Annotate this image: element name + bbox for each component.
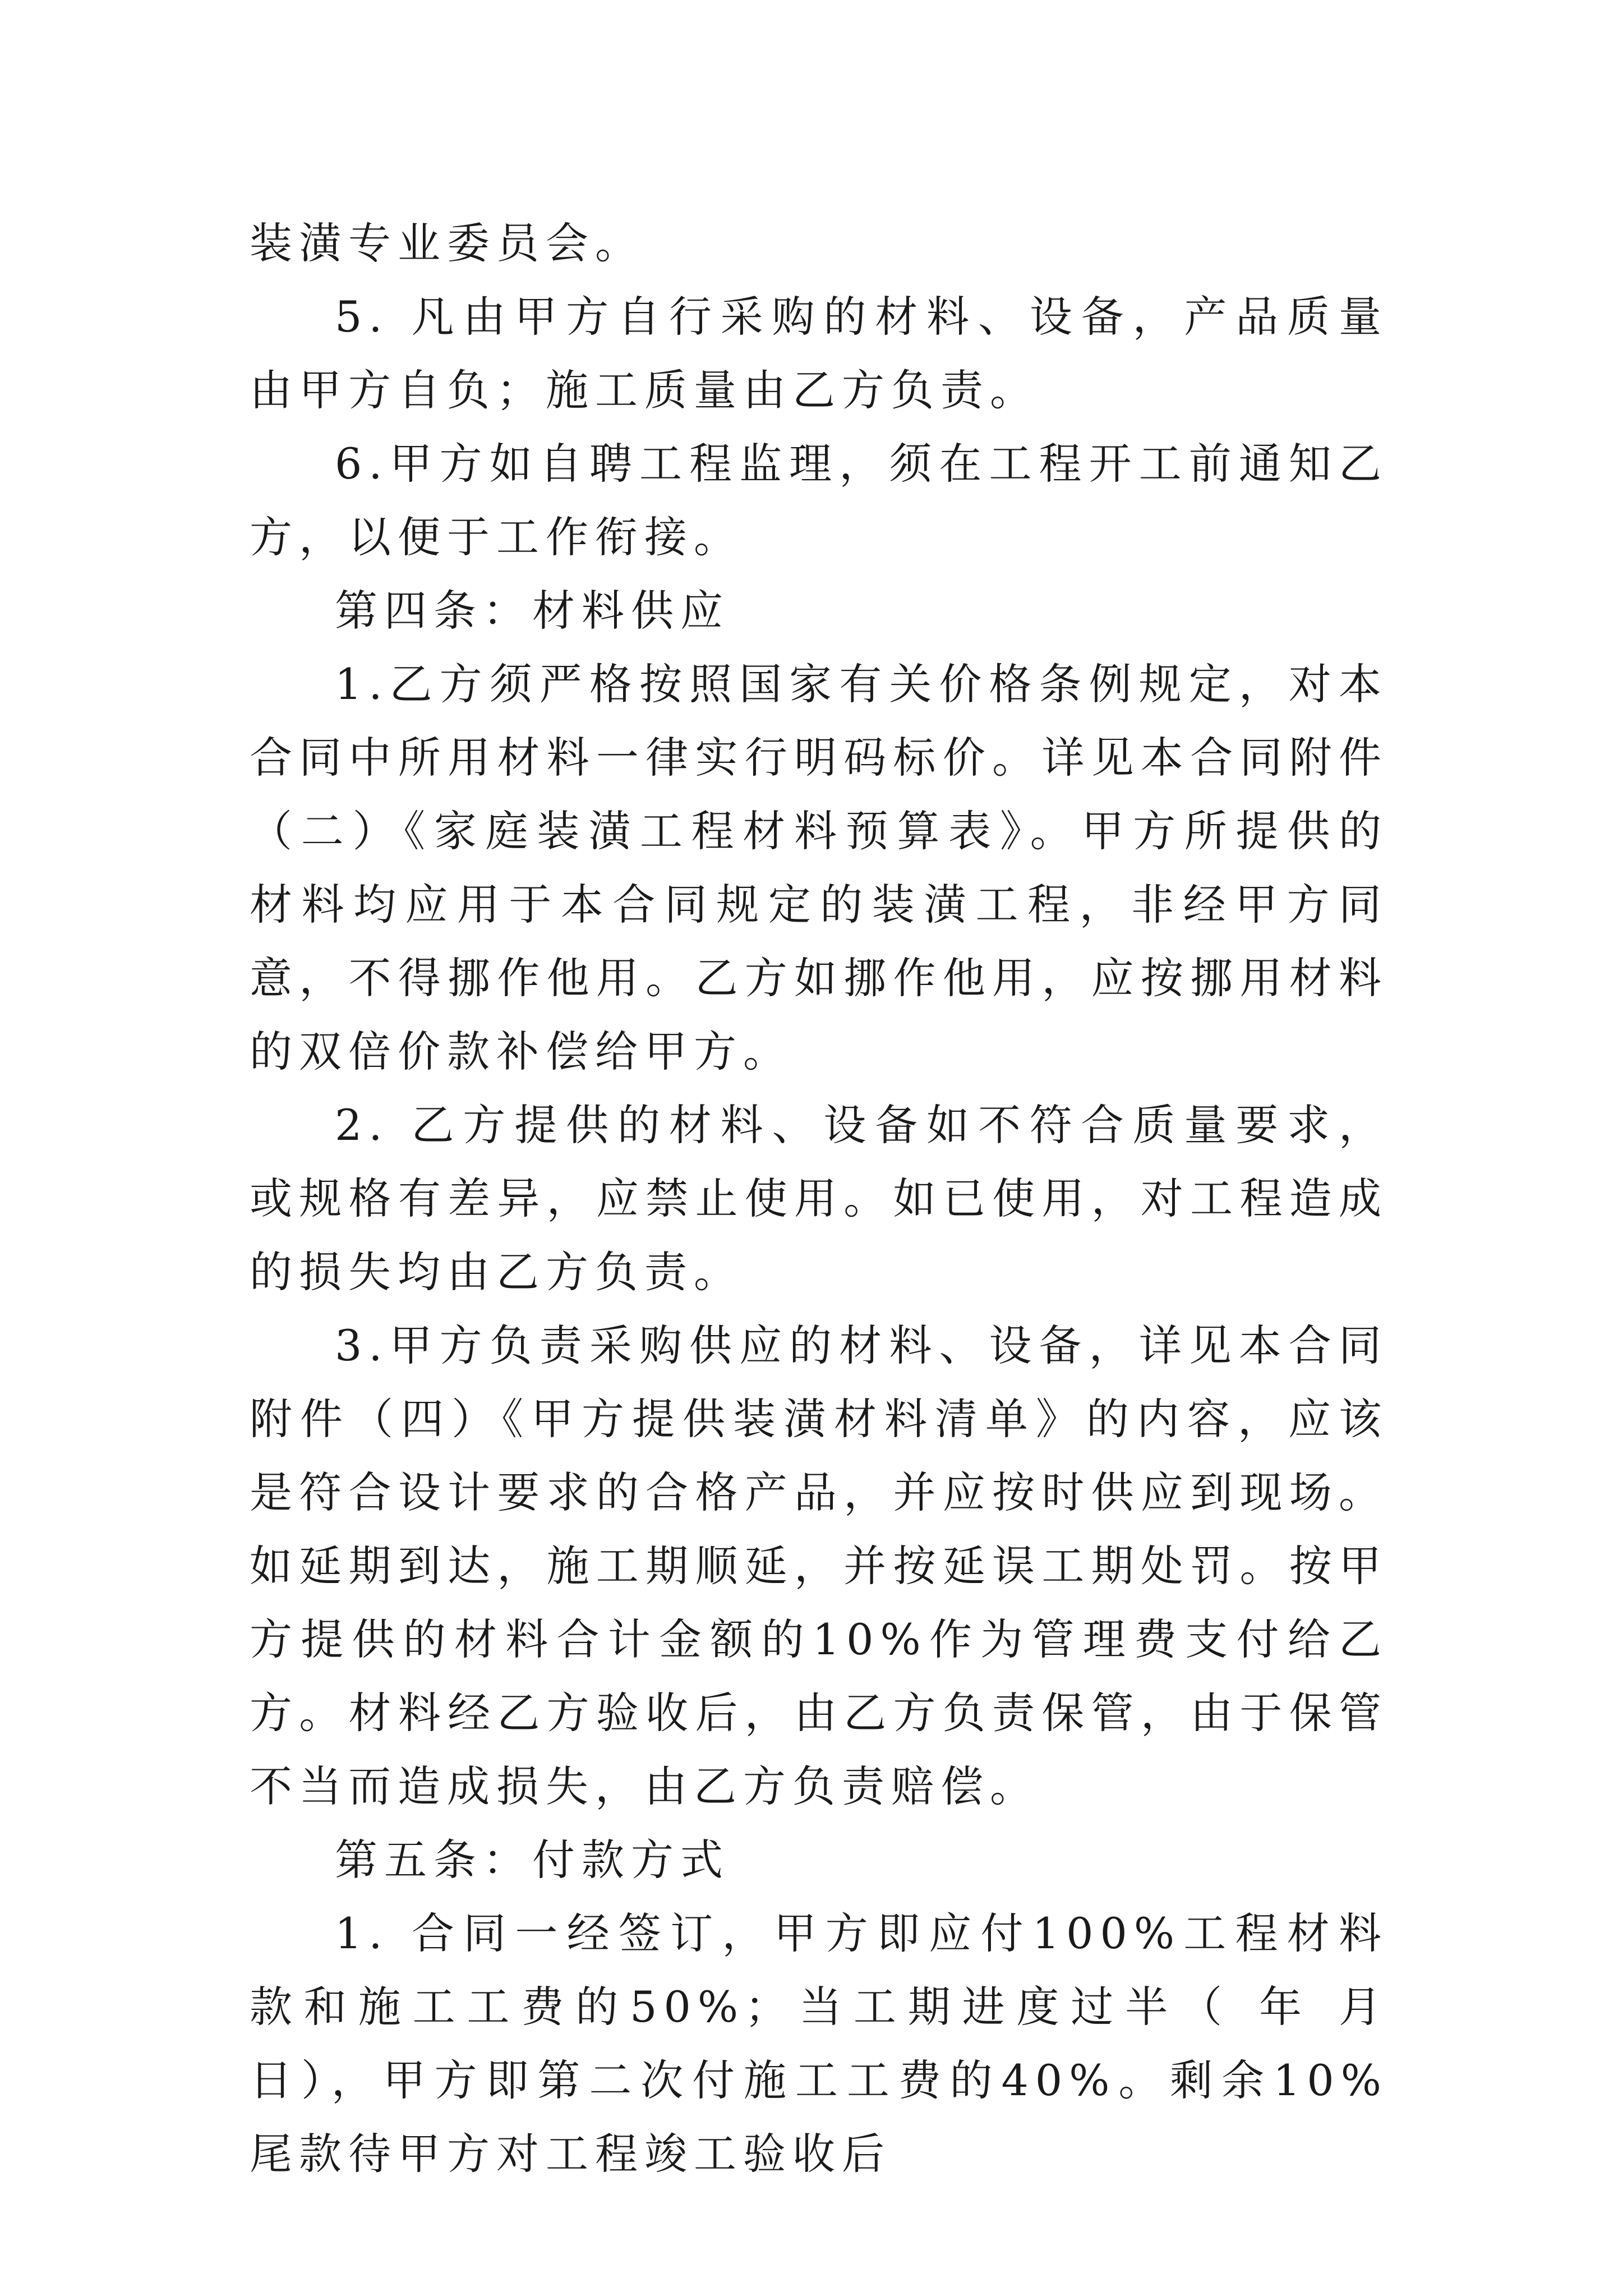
article-4-clause-3: 3.甲方负责采购供应的材料、设备，详见本合同附件（四）《甲方提供装潢材料清单》的内容，应该是符合设计要求的合格产品，并应按时供应到现场。如延期到达，施工期顺延，并按延误工期处罚。按甲方提供的材料合计金额的10%作为管理费支付给乙方。材料经乙方验收后，由乙方负责保管，由于保管不当而造成损失，由乙方负责赔偿。 [250, 1320, 1388, 1811]
clause-item-6: 6.甲方如自聘工程监理，须在工程开工前通知乙方，以便于工作衔接。 [250, 439, 1388, 562]
paragraph-continued: 装潢专业委员会。 [250, 218, 644, 268]
article-4-heading: 第四条：材料供应 [335, 586, 730, 636]
article-5-clause-1: 1. 合同一经签订，甲方即应付100%工程材料款和施工工费的50%；当工期进度过半（ 年 月 日），甲方即第二次付施工工费的40%。剩余10%尾款待甲方对工程竣工验收后 [250, 1908, 1388, 2179]
clause-item-5: 5. 凡由甲方自行采购的材料、设备，产品质量由甲方自负；施工质量由乙方负责。 [250, 292, 1388, 415]
article-5-heading: 第五条：付款方式 [335, 1835, 730, 1885]
contract-page [250, 206, 1388, 2191]
article-4-clause-2: 2. 乙方提供的材料、设备如不符合质量要求，或规格有差异，应禁止使用。如已使用，对工程造成的损失均由乙方负责。 [250, 1100, 1388, 1297]
article-4-clause-1: 1.乙方须严格按照国家有关价格条例规定，对本合同中所用材料一律实行明码标价。详见本合同附件（二）《家庭装潢工程材料预算表》。甲方所提供的材料均应用于本合同规定的装潢工程，非经甲方同意，不得挪作他用。乙方如挪作他用，应按挪用材料的双倍价款补偿给甲方。 [250, 659, 1388, 1076]
